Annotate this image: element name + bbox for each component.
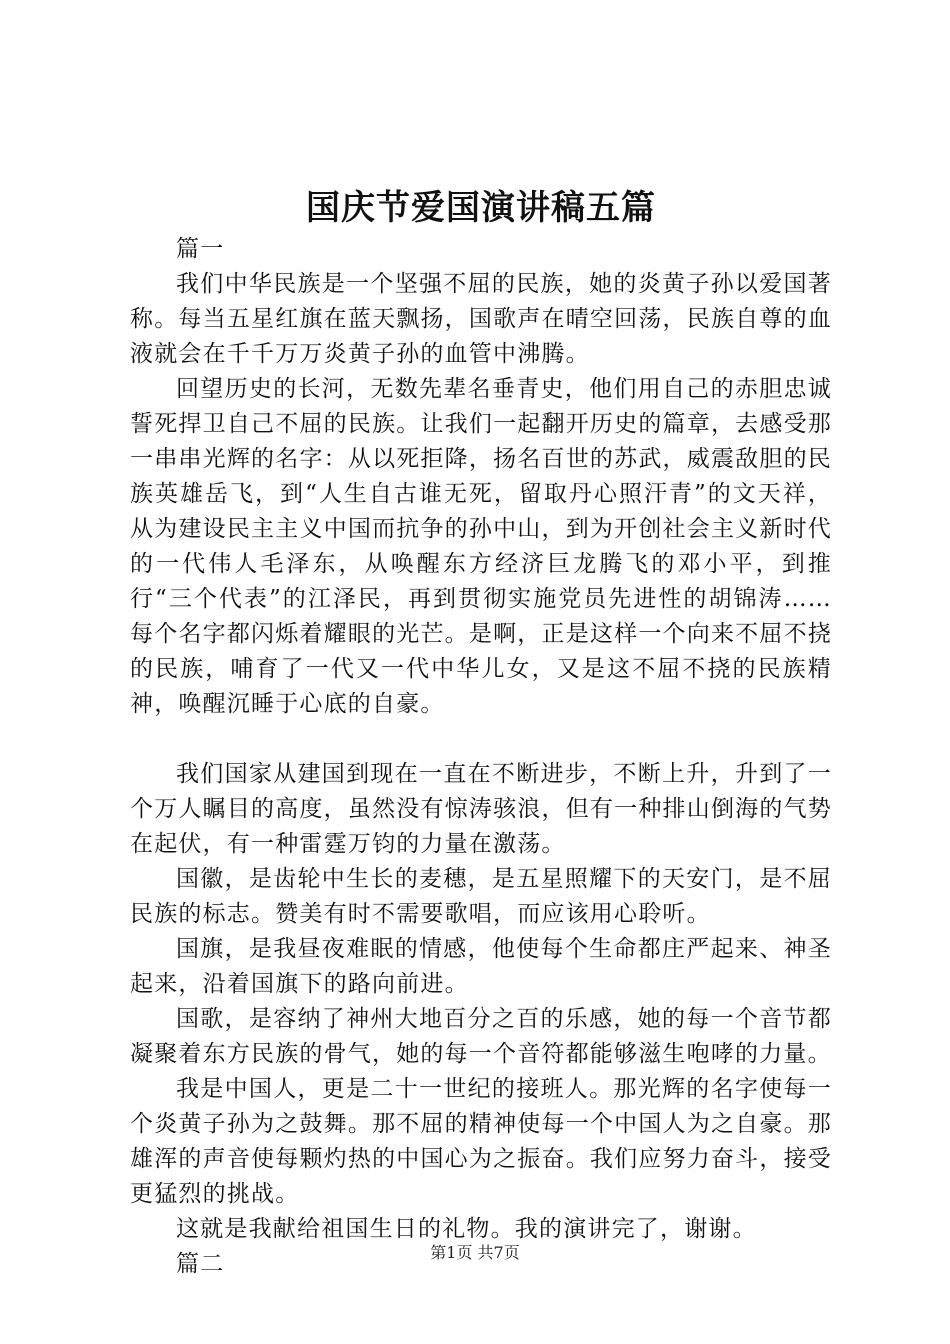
paragraph: 我们中华民族是一个坚强不屈的民族，她的炎黄子孙以爱国著称。每当五星红旗在蓝天飘扬，国歌声在晴空回荡，民族自尊的血液就会在千千万万炎黄子孙的血管中沸腾。 <box>130 271 832 367</box>
section-heading-1: 篇一 <box>176 236 225 262</box>
paragraph: 国旗，是我昼夜难眠的情感，他使每个生命都庄严起来、神圣起来，沿着国旗下的路向前进。 <box>130 936 832 997</box>
page-number-footer: 第1页 共7页 <box>430 1243 520 1262</box>
paragraph: 这就是我献给祖国生日的礼物。我的演讲完了，谢谢。 <box>176 1216 757 1242</box>
document-body <box>130 232 832 1282</box>
paragraph: 回望历史的长河，无数先辈名垂青史，他们用自己的赤胆忠诚誓死捍卫自己不屈的民族。让我们一起翻开历史的篇章，去感受那一串串光辉的名字：从以死拒降，扬名百世的苏武，威震敌胆的民族英雄岳飞，到“人生自古谁无死，留取丹心照汗青”的文天祥，从为建设民主主义中国而抗争的孙中山，到为开创社会主义新时代的一代伟人毛泽东，从唤醒东方经济巨龙腾飞的邓小平，到推行“三个代表”的江泽民，再到贯彻实施党员先进性的胡锦涛……每个名字都闪烁着耀眼的光芒。是啊，正是这样一个向来不屈不挠的民族，哺育了一代又一代中华儿女，又是这不屈不挠的民族精神，唤醒沉睡于心底的自豪。 <box>130 376 832 717</box>
paragraph: 国徽，是齿轮中生长的麦穗，是五星照耀下的天安门，是不屈民族的标志。赞美有时不需要歌唱，而应该用心聆听。 <box>130 866 832 927</box>
section-heading-2: 篇二 <box>176 1251 225 1277</box>
paragraph: 国歌，是容纳了神州大地百分之百的乐感，她的每一个音节都凝聚着东方民族的骨气，她的每一个音符都能够滋生咆哮的力量。 <box>130 1006 832 1067</box>
document-title: 国庆节爱国演讲稿五篇 <box>306 188 656 228</box>
paragraph: 我是中国人，更是二十一世纪的接班人。那光辉的名字使每一个炎黄子孙为之鼓舞。那不屈的精神使每一个中国人为之自豪。那雄浑的声音使每颗灼热的中国心为之振奋。我们应努力奋斗，接受更猛烈的挑战。 <box>130 1076 832 1207</box>
paragraph: 我们国家从建国到现在一直在不断进步，不断上升，升到了一个万人瞩目的高度，虽然没有惊涛骇浪，但有一种排山倒海的气势在起伏，有一种雷霆万钧的力量在激荡。 <box>130 761 832 857</box>
